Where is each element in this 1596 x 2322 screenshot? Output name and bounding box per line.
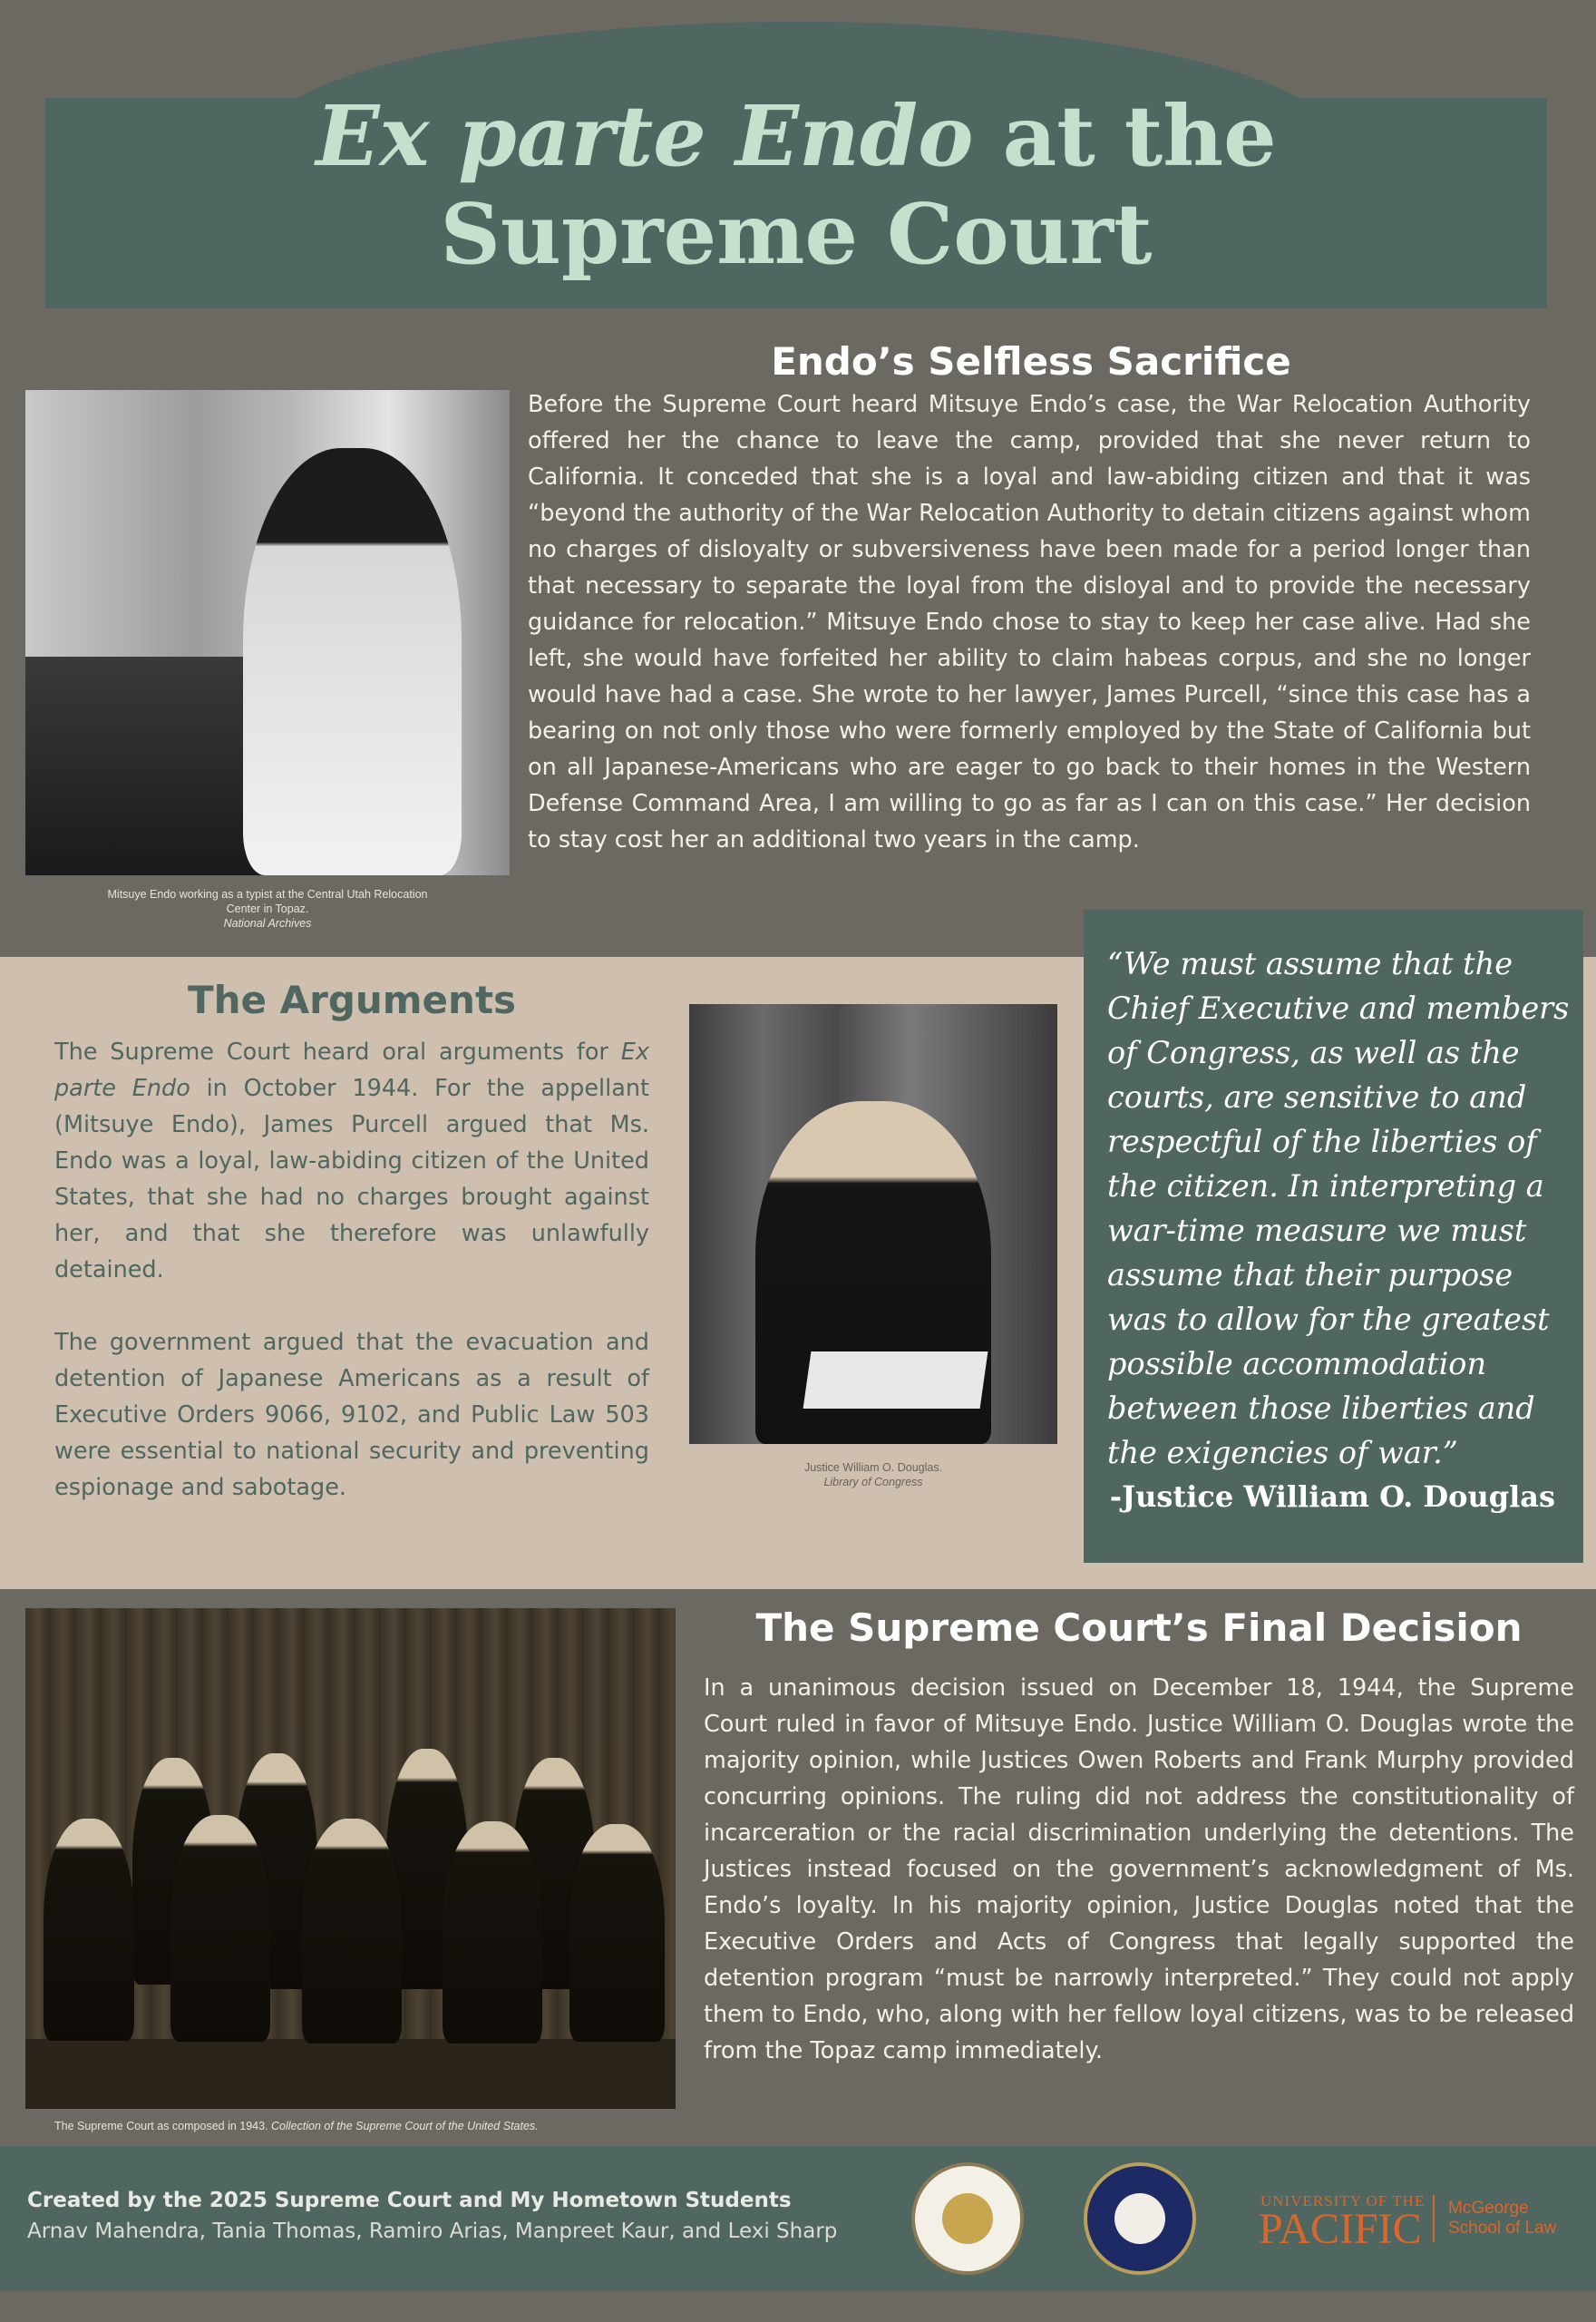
photo-floor-shape: [25, 2039, 676, 2109]
endo-caption-text: Mitsuye Endo working as a typist at the Central Utah Relocation Center in Topaz.: [107, 888, 428, 915]
justice-figure: [569, 1824, 665, 2042]
title-rest: at the: [973, 87, 1277, 185]
court-caption-credit: Collection of the Supreme Court of the United States.: [271, 2120, 539, 2132]
mcgeorge-logo-text: [1448, 2199, 1556, 2239]
decision-body: In a unanimous decision issued on December 18, 1944, the Supreme Court ruled in favor of Mitsuye Endo. Justice William O. Douglas wrote the majority opinion, while Justices Owen Roberts and Frank Murphy provided concurring opinions. The ruling did not address the constitutionality of incarceration or the racial discrimination underlying the detentions. The Justices instead focused on the government’s acknowledgment of Ms. Endo’s loyalty. In his majority opinion, Justice Douglas noted that the Executive Orders and Acts of Congress that legally supported the detention program “must be narrowly interpreted.” They could not apply them to Endo, who, along with her fellow loyal citizens, was to be released from the Topaz camp immediately.: [704, 1674, 1574, 2064]
pacific-logo-big: PACIFIC: [1259, 2205, 1422, 2253]
mcgeorge-line2: School of Law: [1448, 2219, 1557, 2238]
historical-society-seal-icon: [911, 2162, 1024, 2275]
endo-typist-photo: [25, 390, 510, 875]
photo-person-shape: [243, 448, 461, 875]
court-photo-caption: [54, 2119, 689, 2133]
quote-attribution: -Justice William O. Douglas: [1109, 1479, 1555, 1514]
justice-figure: [44, 1819, 134, 2041]
credit-names: Arnav Mahendra, Tania Thomas, Ramiro Arias, Manpreet Kaur, and Lexi Sharp: [27, 2220, 838, 2243]
arguments-p1-a: The Supreme Court heard oral arguments for: [54, 1039, 621, 1066]
photo-book-shape: [803, 1351, 988, 1409]
page-title: [45, 87, 1547, 283]
title-line2: Supreme Court: [440, 185, 1153, 283]
arguments-paragraph-1: [54, 1034, 649, 1288]
douglas-quote: “We must assume that the Chief Executive and members of Congress, as well as the courts, are sensitive to and respectful of the liberties of the citizen. In interpreting a war-time measure we must assume that their purpose was to allow for the greatest possible accommodation between those liberties and the exigencies of war.”: [1107, 946, 1570, 1470]
district-court-seal-icon: [1084, 2162, 1196, 2275]
eagle-icon: [1114, 2193, 1165, 2244]
sacrifice-heading: Endo’s Selfless Sacrifice: [771, 339, 1291, 384]
douglas-caption-credit: Library of Congress: [823, 1476, 923, 1488]
mcgeorge-line1: McGeorge: [1448, 2199, 1529, 2218]
arguments-p1-italic: Ex parte Endo: [54, 1039, 649, 1102]
endo-photo-caption: [91, 887, 444, 931]
douglas-photo-caption: [689, 1460, 1057, 1489]
title-italic: Ex parte Endo: [316, 87, 974, 185]
douglas-photo: [689, 1004, 1057, 1444]
justice-figure: [170, 1815, 270, 2042]
arguments-paragraph-2: The government argued that the evacuation and detention of Japanese Americans as a result of Executive Orders 9066, 9102, and Public Law 503 were essential to national security and preventing espionage and sabotage.: [54, 1329, 649, 1501]
arguments-p1-b: in October 1944. For the appellant (Mitsuye Endo), James Purcell argued that Ms. Endo was a loyal, law-abiding citizen of the United States, that she had no charges brought against her, and that she therefore was unlawfully detained.: [54, 1075, 649, 1283]
justice-figure: [443, 1821, 542, 2044]
justice-figure: [302, 1819, 402, 2044]
eagle-icon: [942, 2193, 993, 2244]
arguments-heading: The Arguments: [187, 978, 517, 1022]
douglas-caption-text: Justice William O. Douglas.: [803, 1461, 943, 1474]
supreme-court-1943-photo: [25, 1608, 676, 2109]
logo-divider: [1433, 2195, 1435, 2242]
credit-title: Created by the 2025 Supreme Court and My Hometown Students: [27, 2189, 792, 2212]
court-caption-text: The Supreme Court as composed in 1943.: [54, 2120, 268, 2132]
endo-caption-credit: National Archives: [223, 917, 312, 930]
sacrifice-body: Before the Supreme Court heard Mitsuye Endo’s case, the War Relocation Authority offered her the chance to leave the camp, provided that she never return to California. It conceded that she is a loyal and law-abiding citizen and that it was “beyond the authority of the War Relocation Authority to detain citizens against whom no charges of disloyalty or subversiveness have been made for a period longer than that necessary to separate the loyal from the disloyal and to provide the necessary guidance for relocation.” Mitsuye Endo chose to stay to keep her case alive. Had she left, she would have forfeited her ability to claim habeas corpus, and she no longer would have had a case. She wrote to her lawyer, James Purcell, “since this case has a bearing on not only those who were formerly employed by the State of California but on all Japanese-Americans who are eager to go back to their homes in the Western Defense Command Area, I am willing to go as far as I can on this case.” Her decision to stay cost her an additional two years in the camp.: [528, 391, 1531, 854]
decision-heading: The Supreme Court’s Final Decision: [755, 1605, 1523, 1650]
pacific-logo-small: UNIVERSITY OF THE: [1260, 2192, 1426, 2210]
arguments-body: [54, 1034, 649, 1506]
